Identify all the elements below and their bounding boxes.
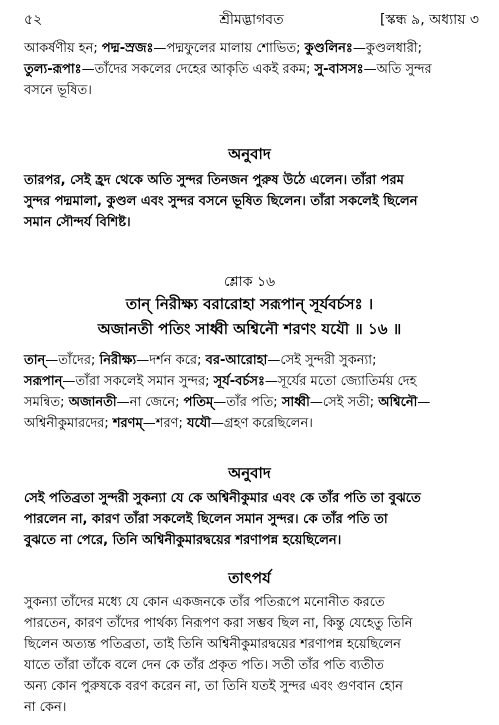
book-title: শ্রীমদ্ভাগবত	[219, 12, 284, 28]
prev-synonyms	[24, 38, 480, 101]
page-header	[24, 8, 479, 30]
verse-line: অজানতী পতিং সাধ্বী অশ্বিনৌ শরণং যযৌ ॥ ১৬ ॥	[97, 320, 402, 338]
translation-text: তারপর, সেই হ্রদ থেকে অতি সুন্দর তিনজন পুরুষ উঠে এলেন। তাঁরা পরম সুন্দর পদ্মমালা, কুণ্ডল এবং সুন্দর বসনে ভূষিত ছিলেন। তাঁরা সকলেই ছিলেন সমান সৌন্দর্য বিশিষ্ট।	[24, 173, 418, 230]
page-number: ৫২	[24, 12, 43, 28]
verse-line: তান্ নিরীক্ষ্য বরারোহা সরূপান্ সূর্যবর্চসঃ ।	[125, 295, 374, 313]
synonym-line: বসনে ভূষিত।	[24, 83, 92, 98]
synonyms: তান্—তাঁদের; নিরীক্ষ্য—দর্শন করে; বর-আরোহা—সেই সুন্দরী সুকন্যা; সরূপান্—তাঁরা সকলেই সমান সুন্দর; সূর্য-বর্চসঃ—সূর্যের মতো জ্যোতির্ময় দেহ সমন্বিত; অজানতী—না জেনে; পতিম্—তাঁর পতি; সাধ্বী—সেই সতী; অশ্বিনৌ— অশ্বিনীকুমারদের; শরণম্—শরণ; যযৌ—গ্রহণ করেছিলেন।	[24, 353, 431, 431]
purport-text: সুকন্যা তাঁদের মধ্যে যে কোন একজনকে তাঁর পতিরূপে মনোনীত করতে পারতেন, কারণ তাঁদের পার্থক্য নিরূপণ করা সম্ভব ছিল না, কিন্তু যেহেতু তিনি ছিলেন অত্যন্ত পতিব্রতা, তাই তিনি অশ্বিনীকুমারদ্বয়ের শরণাপন্ন হয়েছিলেন যাতে তাঁরা তাঁকে বলে দেন কে তাঁর প্রকৃত পতি। সতী তাঁর পতি ব্যতীত অন্য কোন পুরুষকে বরণ করেন না, তা তিনি যতই সুন্দর এবং গুণবান হোন না কেন।	[24, 595, 413, 715]
synonym-line: আকর্ষণীয় হন; পদ্ম-স্রজঃ—পদ্মফুলের মালায় শোভিত; কুণ্ডলিনঃ—কুণ্ডলধারী;	[24, 41, 422, 56]
synonym-line: তুল্য-রূপাঃ—তাঁদের সকলের দেহের আকৃতি একই রকম; সু-বাসসঃ—অতি সুন্দর	[24, 62, 432, 77]
translation-text: সেই পতিব্রতা সুন্দরী সুকন্যা যে কে অশ্বিনীকুমার এবং কে তাঁর পতি তা বুঝতে পারলেন না, কারণ তাঁরা সকলেই ছিলেন সমান সুন্দর। কে তাঁর পতি তা বুঝতে না পেরে, তিনি অশ্বিনীকুমারদ্বয়ের শরণাপন্ন হয়েছিলেন।	[24, 491, 421, 548]
translation-heading: অনুবাদ	[228, 464, 271, 482]
chapter-reference: [স্কন্ধ ৯, অধ্যায় ৩	[380, 12, 479, 28]
translation-heading: অনুবাদ	[228, 145, 271, 163]
verse-label: শ্লোক ১৬	[223, 274, 276, 290]
purport-heading: তাৎপর্য	[228, 569, 271, 587]
